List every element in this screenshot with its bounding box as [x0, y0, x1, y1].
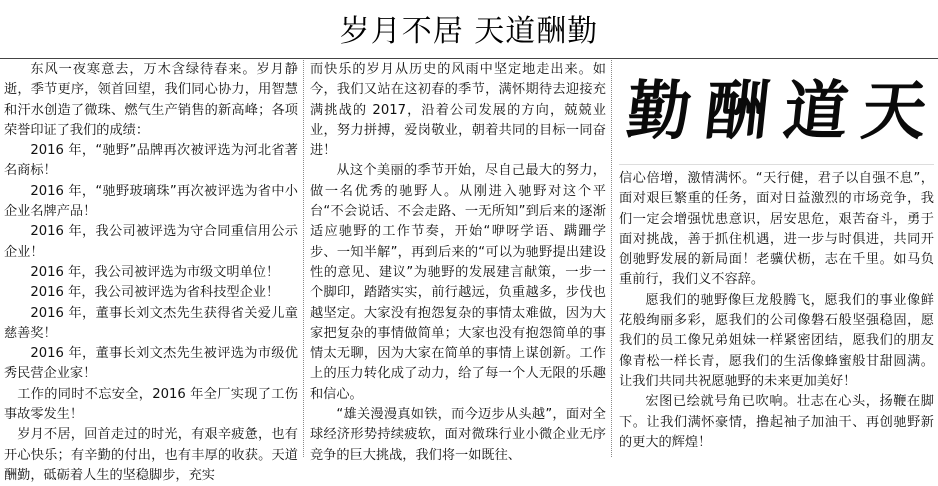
article-column-3 [615, 60, 936, 457]
paragraph: 从这个美丽的季节开始，尽自己最大的努力，做一名优秀的驰野人。从刚进入驰野对这个平台“不会说话、不会走路、一无所知”到后来的逐渐适应驰野的工作节奏，开始“咿呀学语、蹒跚学步、一知半解”，再到后来的“可以为驰野提出建设性的意见、建议”为驰野的发展建言献策，一步一个脚印，踏踏实实，前行越远，负重越多，步伐也越坚定。大家没有抱怨复杂的事情太难做，因为大家把复杂的事情做简单；大家也没有抱怨简单的事情太无聊，因为大家在简单的事情上谋创新。工作上的压力转化成了动力，给了每一个人无限的乐趣和信心。 [310, 163, 606, 402]
article-column-2 [308, 60, 608, 463]
calligraphy-char: 酬 [701, 73, 774, 149]
paragraph: 2016 年，“驰野”品牌再次被评选为河北省著名商标！ [4, 143, 298, 179]
calligraphy-banner [619, 60, 934, 165]
paragraph: 2016 年，我公司被评选为守合同重信用公示企业！ [4, 224, 298, 260]
column-divider-1 [303, 60, 304, 457]
paragraph: 2016 年，“驰野玻璃珠”再次被评选为省中小企业名牌产品！ [4, 183, 298, 220]
column-divider-2 [611, 60, 612, 457]
paragraph: 2016 年，我公司被评选为市级文明单位！ [30, 264, 280, 280]
paragraph: 信心倍增，激情满怀。“天行健，君子以自强不息”，面对艰巨繁重的任务，面对日益激烈的市场竞争，我们一定会增强忧患意识，居安思危，艰苦奋斗，勇于面对挑战，善于抓住机遇，进一步与时俱进，共同开创驰野发展的新局面！老骥伏枥，志在千里。如马负重前行，我们义不容辞。 [619, 171, 934, 288]
article-headline: 岁月不居 天道酬勤 [339, 14, 599, 49]
paragraph: 岁月不居，回首走过的时光，有艰辛疲惫，也有开心快乐；有辛勤的付出，也有丰厚的收获。天道酬勤，砥砺着人生的坚稳脚步，充实 [4, 427, 298, 483]
paragraph: 2016 年，董事长刘文杰先生获得省关爱儿童慈善奖！ [4, 305, 298, 341]
headline-divider [0, 58, 938, 59]
paragraph: 东风一夜寒意去，万木含绿待春来。岁月静逝，季节更序，领首回望，我们同心协力，用智慧和汗水创造了微珠、燃气生产销售的新高峰；各项荣誉印证了我们的成绩： [4, 62, 298, 138]
paragraph: 2016 年，董事长刘文杰先生被评选为市级优秀民营企业家！ [4, 346, 298, 382]
calligraphy-char: 勤 [623, 73, 696, 149]
paragraph: 愿我们的驰野像巨龙般腾飞，愿我们的事业像鲜花般绚丽多彩，愿我们的公司像磐石般坚强稳固，愿我们的员工像兄弟姐妹一样紧密团结，愿我们的朋友像青松一样长青，愿我们的生活像蜂蜜般甘甜圆满。让我们共同共祝愿驰野的未来更加美好！ [619, 292, 934, 389]
paragraph: 而快乐的岁月从历史的风雨中坚定地走出来。如今，我们又站在这初春的季节，满怀期待去迎接充满挑战的 2017，沿着公司发展的方向，兢兢业业，努力拼搏，爱岗敬业，朝着共同的目标一同奋进！ [310, 62, 606, 159]
paragraph: 宏图已绘就号角已吹响。壮志在心头，扬鞭在脚下。让我们满怀豪情，撸起袖子加油干、再创驰野新的更大的辉煌！ [619, 394, 934, 450]
article-column-1 [2, 60, 300, 483]
paragraph: 2016 年，我公司被评选为省科技型企业！ [30, 285, 280, 301]
paragraph: 工作的同时不忘安全，2016 年全厂实现了工伤事故零发生！ [4, 386, 298, 423]
paragraph: “雄关漫漫真如铁，而今迈步从头越”，面对全球经济形势持续疲软，面对微珠行业小微企业无序竞争的巨大挑战，我们将一如既往、 [310, 407, 606, 463]
calligraphy-char: 道 [779, 73, 852, 149]
calligraphy-char: 天 [858, 73, 930, 149]
